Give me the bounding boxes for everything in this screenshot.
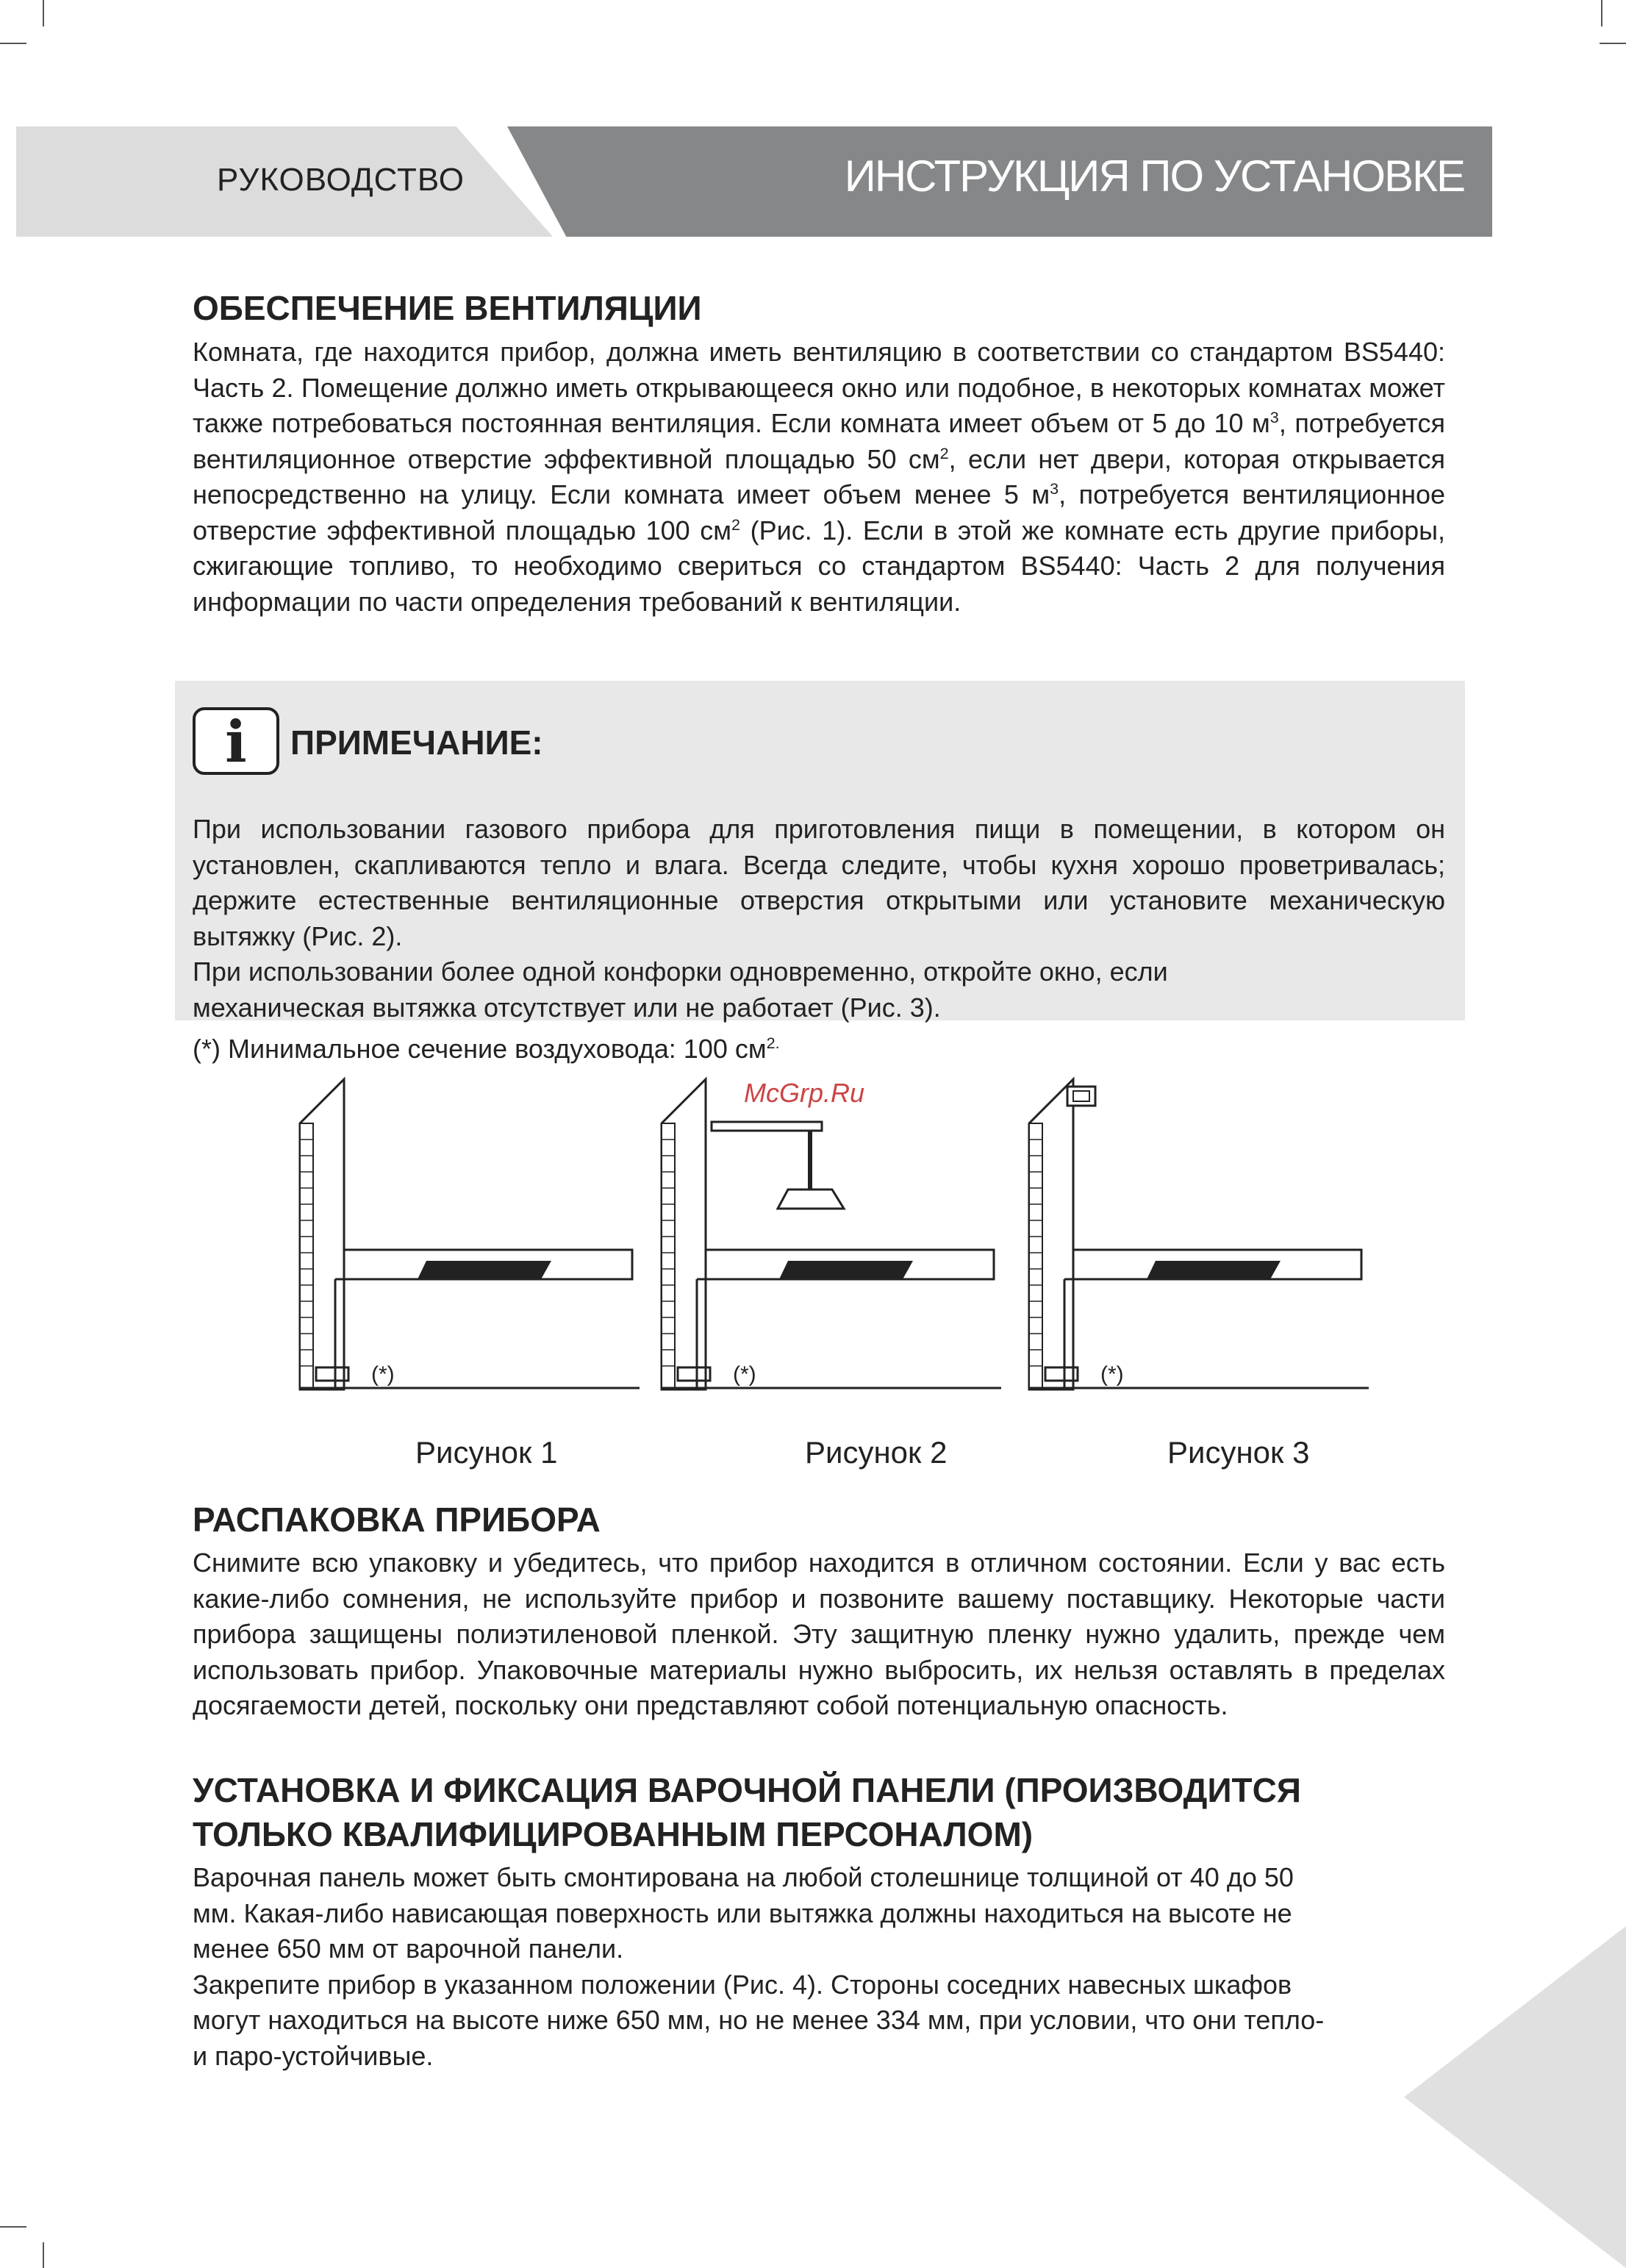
- footnote: (*) Минимальное сечение воздуховода: 100 $см^{2.}$: [193, 1034, 780, 1064]
- note-line: механическая вытяжка отсутствует или не работает (Рис. 3).: [193, 992, 941, 1023]
- info-icon: [193, 707, 279, 775]
- crop-mark: [43, 2242, 44, 2268]
- installation-line: и паро-устойчивые.: [193, 2040, 434, 2071]
- figure-1-illustration: [294, 1073, 647, 1397]
- note-text: [193, 812, 1445, 1026]
- svg-text:(*): (*): [1100, 1362, 1124, 1387]
- note-paragraph: При использовании газового прибора для приготовления пищи в помещении, в котором он установлен, скапливаются тепло и влага. Всегда следите, чтобы кухня хорошо проветривалась; держите естественные вентиляционные отверстия открытыми или установите механическую вытяжку (Рис. 2).: [193, 814, 1445, 951]
- unpacking-title: РАСПАКОВКА ПРИБОРА: [193, 1500, 601, 1539]
- unpacking-text: Снимите всю упаковку и убедитесь, что прибор находится в отличном состоянии. Если у вас есть какие-либо сомнения, не используйте прибор и позвоните вашему поставщику. Некоторые части прибора защищены полиэтиленовой пленкой. Эту защитную пленку нужно удалить, прежде чем использовать прибор. Упаковочные материалы нужно выбросить, их нельзя оставлять в пределах досягаемости детей, поскольку они представляют собой потенциальную опасность.: [193, 1548, 1445, 1720]
- installation-text: [193, 1860, 1445, 2074]
- installation-title-line-2: ТОЛЬКО КВАЛИФИЦИРОВАННЫМ ПЕРСОНАЛОМ): [193, 1815, 1034, 1853]
- svg-text:(*): (*): [371, 1362, 395, 1387]
- header-manual-label: РУКОВОДСТВО: [217, 162, 465, 198]
- note-line: При использовании более одной конфорки одновременно, откройте окно, если: [193, 956, 1168, 987]
- crop-mark: [1601, 0, 1602, 26]
- crop-mark: [43, 0, 44, 26]
- figure-2-illustration: [656, 1073, 1009, 1397]
- svg-text:(*): (*): [733, 1362, 756, 1387]
- crop-mark: [1600, 43, 1626, 44]
- installation-line: могут находиться на высоте ниже 650 мм, но не менее 334 мм, при условии, что они тепло-: [193, 2005, 1325, 2035]
- header-section-title: ИНСТРУКЦИЯ ПО УСТАНОВКЕ: [844, 151, 1464, 201]
- note-title: ПРИМЕЧАНИЕ:: [290, 723, 543, 762]
- installation-line: менее 650 мм от варочной панели.: [193, 1933, 624, 1964]
- crop-mark: [0, 2226, 26, 2228]
- ventilation-text: Комната, где находится прибор, должна иметь вентиляцию в соответствии со стандартом BS5440: Часть 2. Помещение должно иметь открывающееся окно или подобное, в некоторых комнатах может также потребоваться постоянная вентиляция. Если комната имеет объем от 5 до 10 $м^3$, потребуется вентиляционное отверстие эффективной площадью 50 $см^2$, если нет двери, которая открывается непосредственно на улицу. Если комната имеет объем менее 5 $м^3$, потребуется вентиляционное отверстие эффективной площадью 100 $см^2$ (Рис. 1). Если в этой же комнате есть другие приборы, сжигающие топливо, то необходимо свериться со стандартом BS5440: Часть 2 для получения информации по части определения требований к вентиляции.: [193, 337, 1445, 617]
- installation-line: Варочная панель может быть смонтирована на любой столешнице толщиной от 40 до 50: [193, 1862, 1294, 1892]
- figure-1-caption: Рисунок 1: [415, 1435, 558, 1470]
- figure-3-caption: Рисунок 3: [1167, 1435, 1310, 1470]
- figure-3-illustration: [1023, 1073, 1376, 1397]
- crop-mark: [0, 43, 26, 44]
- svg-text:i: i: [225, 710, 247, 772]
- watermark: McGrp.Ru: [744, 1078, 865, 1108]
- installation-line: Закрепите прибор в указанном положении (Рис. 4). Стороны соседних навесных шкафов: [193, 1969, 1292, 2000]
- installation-title-line-1: УСТАНОВКА И ФИКСАЦИЯ ВАРОЧНОЙ ПАНЕЛИ (ПРОИЗВОДИТСЯ: [193, 1771, 1301, 1809]
- figure-2-caption: Рисунок 2: [805, 1435, 948, 1470]
- ventilation-title: ОБЕСПЕЧЕНИЕ ВЕНТИЛЯЦИИ: [193, 289, 702, 327]
- installation-line: мм. Какая-либо нависающая поверхность или вытяжка должны находиться на высоте не: [193, 1897, 1292, 1928]
